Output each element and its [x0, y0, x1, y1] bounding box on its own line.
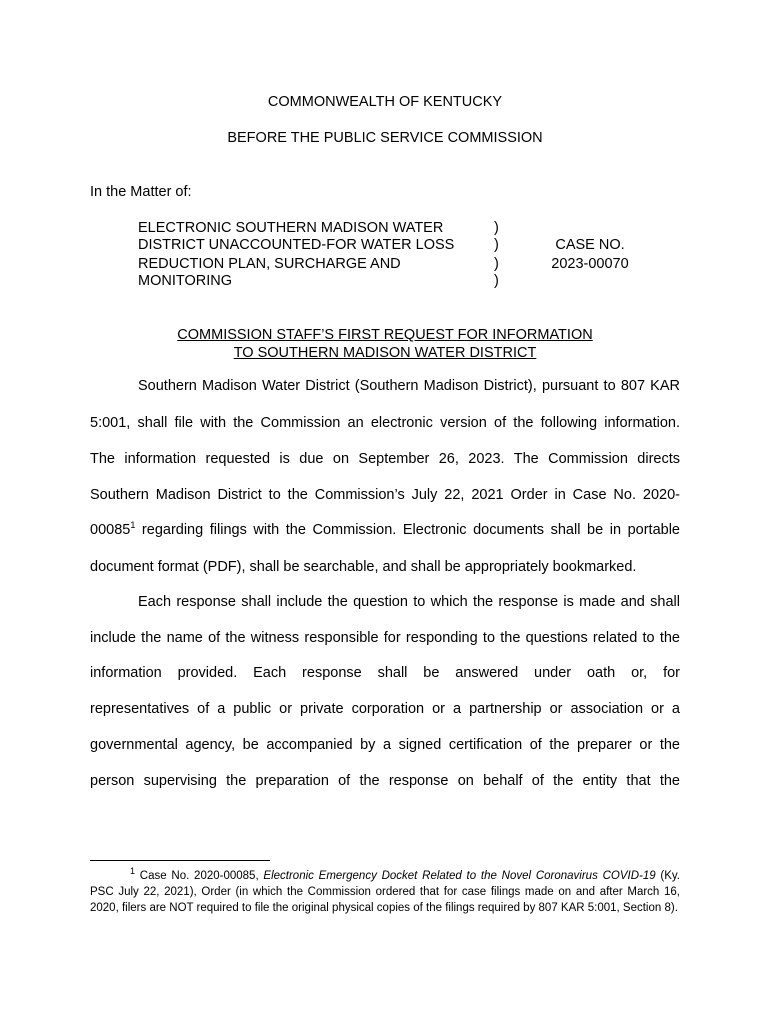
footnote-marker: 1 [130, 866, 136, 877]
footnote-case-title: Electronic Emergency Docket Related to the Novel Coronavirus COVID-19 [263, 870, 656, 882]
document-title: COMMISSION STAFF’S FIRST REQUEST FOR INFORMATION [177, 327, 593, 343]
caption-line: DISTRICT UNACCOUNTED-FOR WATER LOSS [138, 237, 455, 253]
body-line: governmental agency, be accompanied by a signed certification of the preparer or the [90, 737, 680, 753]
body-line: include the name of the witness responsible for responding to the questions related to the [90, 630, 680, 646]
footnote-text: (Ky. PSC July 22, 2021), Order (in which the Commission ordered that for case filings made on and after March 16, 2020, filers are NOT required to file the original physical copies of the filings required by 807 KAR 5:001, Section 8). [90, 870, 680, 914]
caption-line: REDUCTION PLAN, SURCHARGE AND [138, 256, 401, 272]
caption-paren: ) [494, 220, 499, 236]
footnote-text: Case No. 2020-00085, [135, 870, 264, 882]
body-text: regarding filings with the Commission. Electronic documents shall be in portable [135, 522, 680, 538]
body-line: Southern Madison Water District (Southern Madison District), pursuant to 807 KAR [138, 378, 680, 394]
body-line: representatives of a public or private corporation or a partnership or association or a [90, 701, 680, 717]
footnote-reference: 1 [130, 520, 136, 531]
body-line: Southern Madison District to the Commission’s July 22, 2021 Order in Case No. 2020- [90, 487, 680, 503]
body-line: 5:001, shall file with the Commission an electronic version of the following information. [90, 415, 680, 431]
header-commonwealth: COMMONWEALTH OF KENTUCKY [267, 94, 503, 110]
body-line: The information requested is due on September 26, 2023. The Commission directs [90, 451, 680, 467]
caption-paren: ) [494, 256, 499, 272]
footnote-divider [90, 860, 270, 861]
document-subtitle: TO SOUTHERN MADISON WATER DISTRICT [233, 345, 537, 361]
caption-line: MONITORING [138, 273, 232, 289]
body-text: 00085 [90, 522, 131, 538]
case-label: CASE NO. [555, 237, 625, 253]
matter-label: In the Matter of: [90, 184, 192, 200]
case-number: 2023-00070 [551, 256, 629, 272]
body-line: Each response shall include the question to which the response is made and shall [138, 594, 680, 610]
body-line: person supervising the preparation of the response on behalf of the entity that the [90, 773, 680, 789]
body-line [90, 522, 680, 538]
body-line: information provided. Each response shall be answered under oath or, for [90, 665, 680, 681]
caption-paren: ) [494, 273, 499, 289]
caption-line: ELECTRONIC SOUTHERN MADISON WATER [138, 220, 444, 236]
caption-paren: ) [494, 237, 499, 253]
footnote [90, 868, 680, 916]
body-line: document format (PDF), shall be searchable, and shall be appropriately bookmarked. [90, 559, 637, 575]
header-commission: BEFORE THE PUBLIC SERVICE COMMISSION [227, 130, 543, 146]
